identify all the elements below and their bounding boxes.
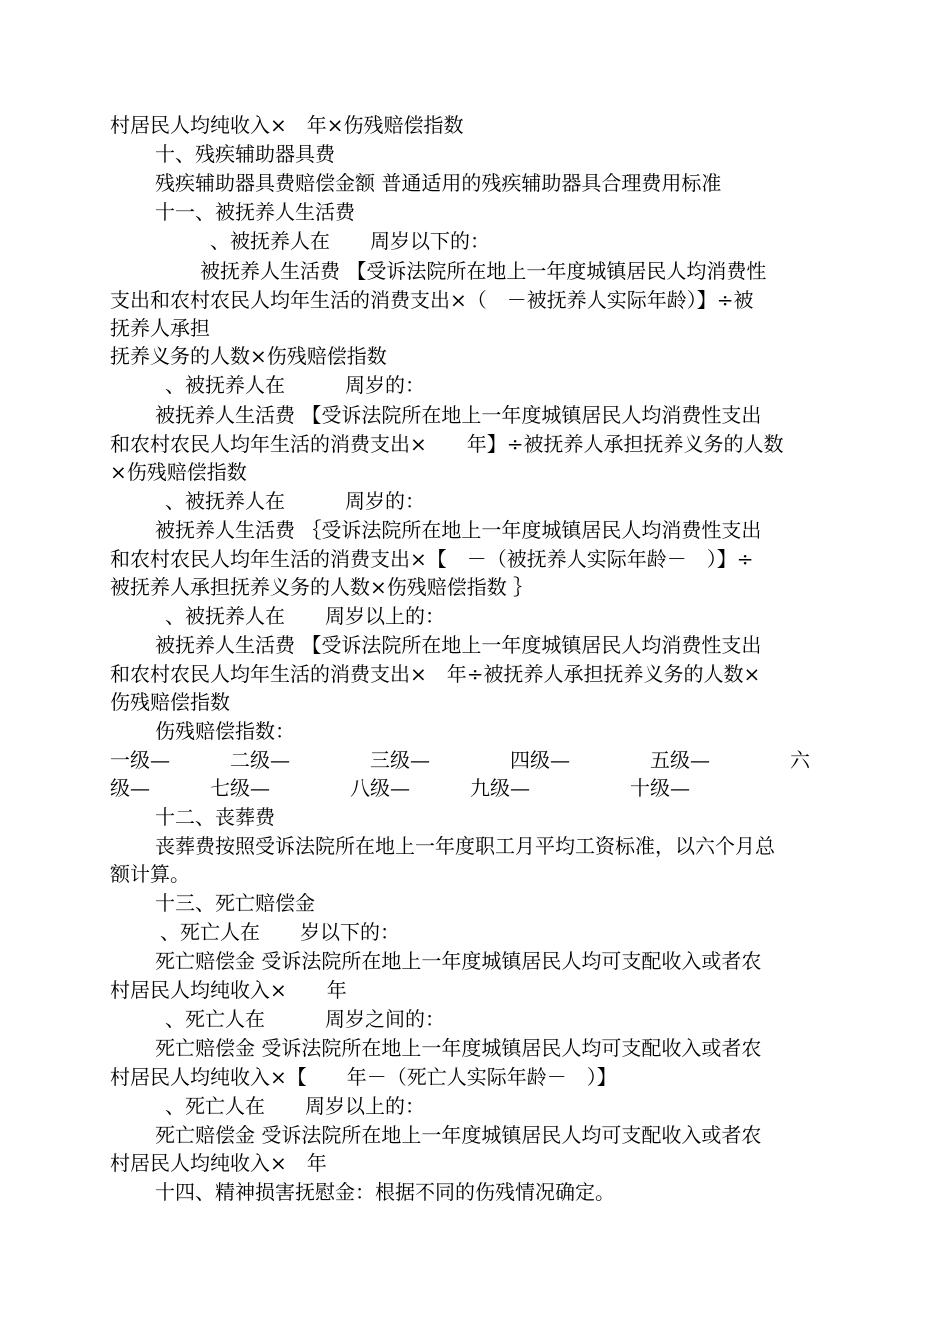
text-line: 、死亡人在 周岁之间的： [165, 1007, 445, 1031]
text-line: 村居民人均纯收入× 年 [110, 1151, 327, 1175]
text-line: 死亡赔偿金 受诉法院所在地上一年度城镇居民人均可支配收入或者农 [155, 1123, 762, 1147]
section-heading: 十一、被抚养人生活费 [155, 200, 355, 224]
text-line: 和农村农民人均年生活的消费支出×【 －（被抚养人实际年龄－ ）】÷ [110, 547, 754, 571]
text-line: 被抚养人承担抚养义务的人数×伤残赔偿指数 ｝ [110, 575, 534, 599]
section-heading: 十二、丧葬费 [155, 805, 275, 829]
text-line: 、被抚养人在 周岁的： [165, 489, 425, 513]
text-line: 、被抚养人在 周岁以下的： [210, 229, 490, 253]
text-line: 被抚养人生活费 ｛受诉法院所在地上一年度城镇居民人均消费性支出 [155, 518, 762, 542]
section-heading: 十三、死亡赔偿金 [155, 891, 315, 915]
text-line: 和农村农民人均年生活的消费支出× 年÷被抚养人承担抚养义务的人数× [110, 662, 761, 686]
text-line: 支出和农村农民人均年生活的消费支出×（ －被抚养人实际年龄）】÷被 [110, 288, 754, 312]
disability-grades-row: 级— 七级— 八级— 九级— 十级— [110, 776, 690, 800]
disability-grades-row: 一级— 二级— 三级— 四级— 五级— 六 [110, 748, 810, 772]
text-line: 、死亡人在 岁以下的： [160, 920, 400, 944]
text-line: 、死亡人在 周岁以上的： [165, 1094, 425, 1118]
text-line: 丧葬费按照受诉法院所在地上一年度职工月平均工资标准，以六个月总 [155, 834, 775, 858]
text-line: 被抚养人生活费 【受诉法院所在地上一年度城镇居民人均消费性支出 [155, 633, 762, 657]
text-line: 被抚养人生活费 【受诉法院所在地上一年度城镇居民人均消费性支出 [155, 403, 762, 427]
text-line: 抚养义务的人数×伤残赔偿指数 [110, 344, 387, 368]
text-line: 被抚养人生活费 【受诉法院所在地上一年度城镇居民人均消费性 [200, 259, 767, 283]
text-line: 、被抚养人在 周岁以上的： [165, 604, 445, 628]
text-line: 村居民人均纯收入× 年 [110, 978, 347, 1002]
text-line: 村居民人均纯收入×【 年－（死亡人实际年龄－ ）】 [110, 1065, 617, 1089]
text-line: 额计算。 [110, 862, 190, 886]
text-line: 死亡赔偿金 受诉法院所在地上一年度城镇居民人均可支配收入或者农 [155, 949, 762, 973]
text-line: 、被抚养人在 周岁的： [165, 373, 425, 397]
text-line: 村居民人均纯收入× 年×伤残赔偿指数 [110, 113, 464, 137]
section-heading: 十、残疾辅助器具费 [155, 142, 335, 166]
text-line: ×伤残赔偿指数 [110, 460, 247, 484]
text-line: 死亡赔偿金 受诉法院所在地上一年度城镇居民人均可支配收入或者农 [155, 1036, 762, 1060]
section-heading: 十四、精神损害抚慰金：根据不同的伤残情况确定。 [155, 1180, 615, 1204]
text-line: 抚养人承担 [110, 316, 210, 340]
text-line: 伤残赔偿指数 [110, 690, 230, 714]
text-line: 伤残赔偿指数： [155, 719, 295, 743]
text-line: 和农村农民人均年生活的消费支出× 年】÷被抚养人承担抚养义务的人数 [110, 432, 784, 456]
text-line: 残疾辅助器具费赔偿金额 普通适用的残疾辅助器具合理费用标准 [155, 171, 722, 195]
